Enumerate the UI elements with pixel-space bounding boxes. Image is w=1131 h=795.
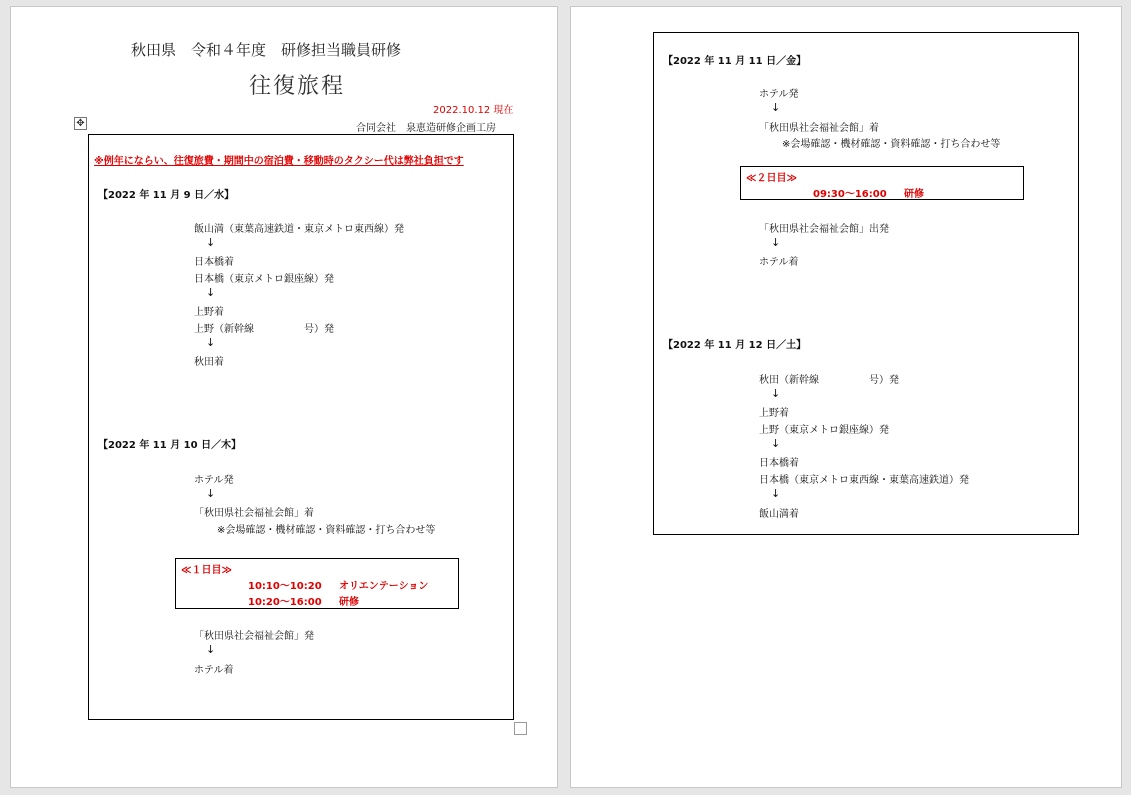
down-arrow-icon: ↓ [771,437,781,450]
day4-line: 日本橋着 [759,458,799,469]
down-arrow-icon: ↓ [206,286,216,299]
day1-line: 秋田着 [194,357,224,368]
schedule-label: オリエンテーション [339,581,429,592]
day2-line: 「秋田県社会福祉会館」発 [194,631,314,642]
day4-line: 日本橋（東京メトロ東西線・東葉高速鉄道）発 [759,475,969,486]
itinerary-table-2 [653,32,1079,535]
document-header: 秋田県 令和４年度 研修担当職員研修 [131,41,402,59]
move-arrows-icon[interactable]: ✥ [74,117,87,130]
day2-line: ホテル発 [194,475,234,486]
expense-notice: ※例年にならい、往復旅費・期間中の宿泊費・移動時のタクシー代は弊社負担です [94,156,464,167]
day2-note: ※会場確認・機材確認・資料確認・打ち合わせ等 [217,525,436,536]
itinerary-table-1 [88,134,514,720]
schedule-label: 研修 [904,189,924,200]
day2-line: ホテル着 [194,665,234,676]
day1-line: 上野着 [194,307,224,318]
day2-heading: 【2022 年 11 月 10 日／木】 [98,440,242,451]
schedule-box-title: ≪２日目≫ [746,173,797,184]
day1-line: 日本橋（東京メトロ銀座線）発 [194,274,334,285]
schedule-label: 研修 [339,597,359,608]
schedule-time: 10:10～10:20 [248,581,322,592]
day1-line: 上野（新幹線 号）発 [194,324,334,335]
day3-line: ホテル着 [759,257,799,268]
day4-heading: 【2022 年 11 月 12 日／土】 [663,340,807,351]
document-page-2 [570,6,1122,788]
down-arrow-icon: ↓ [206,236,216,249]
down-arrow-icon: ↓ [206,643,216,656]
day2-line: 「秋田県社会福祉会館」着 [194,508,314,519]
day3-note: ※会場確認・機材確認・資料確認・打ち合わせ等 [782,139,1001,150]
day4-line: 飯山満着 [759,509,799,520]
day1-schedule-box [175,558,459,609]
day2-schedule-box [740,166,1024,200]
day3-line: ホテル発 [759,89,799,100]
down-arrow-icon: ↓ [206,487,216,500]
down-arrow-icon: ↓ [771,387,781,400]
document-page-1 [10,6,558,788]
schedule-time: 10:20～16:00 [248,597,322,608]
day1-line: 日本橋着 [194,257,234,268]
schedule-box-title: ≪１日目≫ [181,565,232,576]
day1-line: 飯山満（東葉高速鉄道・東京メトロ東西線）発 [194,224,404,235]
company-name: 合同会社 泉恵造研修企画工房 [356,123,496,134]
down-arrow-icon: ↓ [771,101,781,114]
day3-heading: 【2022 年 11 月 11 日／金】 [663,56,807,67]
date-note: 2022.10.12 現在 [433,105,514,116]
day4-line: 秋田（新幹線 号）発 [759,375,899,386]
day3-line: 「秋田県社会福祉会館」着 [759,123,879,134]
day4-line: 上野着 [759,408,789,419]
day4-line: 上野（東京メトロ銀座線）発 [759,425,889,436]
day3-line: 「秋田県社会福祉会館」出発 [759,224,889,235]
down-arrow-icon: ↓ [206,336,216,349]
schedule-time: 09:30～16:00 [813,189,887,200]
down-arrow-icon: ↓ [771,487,781,500]
resize-square-icon[interactable] [514,722,527,735]
document-title: 往復旅程 [249,74,346,99]
day1-heading: 【2022 年 11 月 9 日／水】 [98,190,235,201]
down-arrow-icon: ↓ [771,236,781,249]
